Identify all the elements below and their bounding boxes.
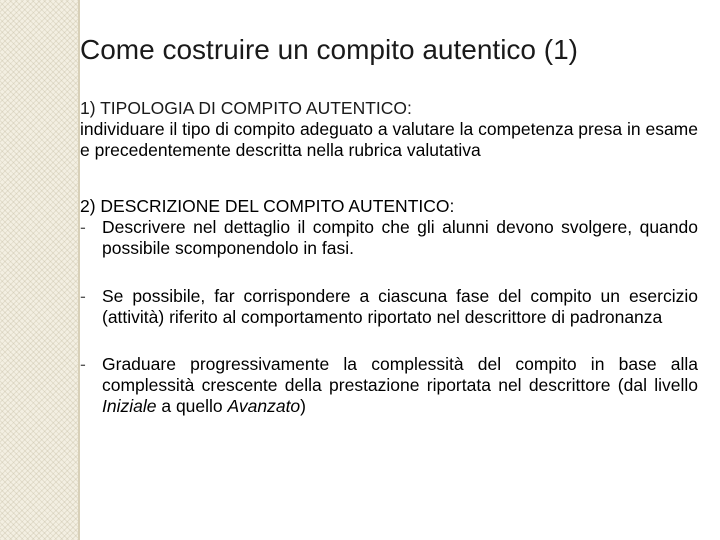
- decorative-side-pattern: [0, 0, 78, 540]
- section-2-heading: 2) DESCRIZIONE DEL COMPITO AUTENTICO:: [80, 196, 455, 216]
- slide-title: Come costruire un compito autentico (1): [80, 34, 578, 65]
- bullet-text: Descrivere nel dettaglio il compito che gli alunni devono svolgere, quando possibile scomponendolo in fasi.: [102, 217, 698, 258]
- bullet-text: [102, 354, 698, 417]
- section-descrizione: [80, 196, 698, 417]
- bullet-item: [80, 286, 698, 328]
- bullet-text-middle: a quello: [156, 396, 228, 416]
- bullet-text-end: ): [300, 396, 306, 416]
- bullet-marker: -: [80, 354, 86, 374]
- level-avanzato: Avanzato: [227, 396, 301, 416]
- bullet-marker: -: [80, 286, 86, 306]
- bullet-item: [80, 354, 698, 417]
- bullet-text-start: Graduare progressivamente la complessità del compito in base alla complessità crescente della prestazione riportata nel descrittore (dal livello: [102, 354, 698, 395]
- bullet-text: Se possibile, far corrispondere a ciascuna fase del compito un esercizio (attività) riferito al comportamento riportato nel descrittore di padronanza: [102, 286, 698, 327]
- section-1-heading: 1) TIPOLOGIA DI COMPITO AUTENTICO:: [80, 98, 412, 118]
- section-tipologia: [80, 98, 698, 161]
- level-iniziale: Iniziale: [102, 396, 157, 416]
- slide-content: [80, 98, 698, 417]
- bullet-marker: -: [80, 217, 86, 237]
- section-1-text: individuare il tipo di compito adeguato a valutare la competenza presa in esame e precedentemente descritta nella rubrica valutativa: [80, 119, 698, 160]
- bullet-item: [80, 217, 698, 259]
